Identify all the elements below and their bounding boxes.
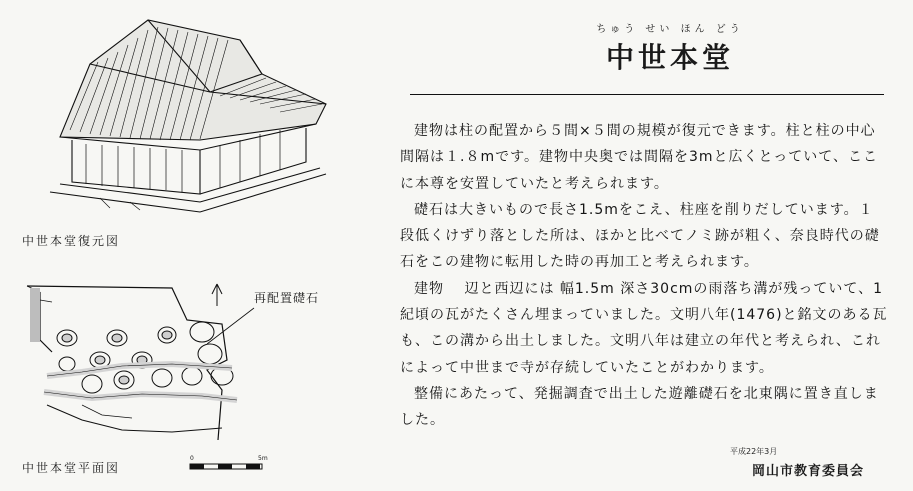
paragraph-restoration: 整備にあたって、発掘調査で出土した遊離礎石を北東隅に置き直しました。 bbox=[400, 385, 879, 429]
explanation-text bbox=[400, 118, 904, 434]
plan-caption: 中世本堂平面図 bbox=[22, 461, 121, 475]
relocated-stone-label: 再配置礎石 bbox=[254, 291, 320, 305]
page-title: 中世本堂 bbox=[605, 41, 734, 74]
scale-bar bbox=[188, 462, 268, 472]
elevation-caption: 中世本堂復元図 bbox=[22, 234, 121, 248]
paragraph-structure: 建物は柱の配置から５間×５間の規模が復元できます。柱と柱の中心間隔は１.８mです。建物中央奥では間隔を3mと広くとっていて、ここに本尊を安置していたと考えられます。 bbox=[400, 123, 878, 192]
temple-elevation-drawing bbox=[30, 12, 330, 222]
issue-date: 平成22年3月 bbox=[730, 447, 778, 456]
paragraph-foundation-stones: 礎石は大きいもので長さ1.5mをこえ、柱座を削りだしています。１段低くけずり落とした所は、ほかと比べてノミ跡が粗く、奈良時代の礎石をこの建物に転用した時の再加工と考えられます。 bbox=[400, 201, 880, 271]
scale-end-label: 5m bbox=[258, 455, 268, 462]
issuing-organization: 岡山市教育委員会 bbox=[752, 464, 865, 479]
title-divider bbox=[410, 94, 884, 95]
temple-plan-drawing bbox=[22, 280, 272, 450]
scale-start-label: 0 bbox=[190, 455, 194, 462]
paragraph-rain-drain: 建物 辺と西辺には 幅1.5m 深さ30cmの雨落ち溝が残っていて、1 紀頃の瓦がたくさん埋まっていました。文明八年(1476)と銘文のある瓦も、この溝から出土しました。文明八年は建立の年代と考えられ、これによって中世まで寺が存続していたことがわかります。 bbox=[400, 280, 904, 376]
title-block bbox=[560, 20, 780, 76]
title-ruby: ちゅう せい ほん どう bbox=[596, 24, 744, 35]
